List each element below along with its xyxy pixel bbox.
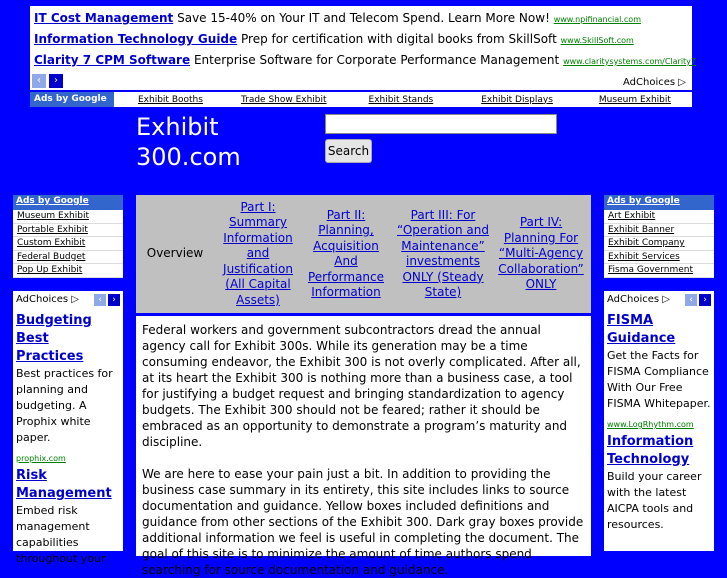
top-ad-3-title[interactable]: Clarity 7 CPM Software bbox=[34, 53, 191, 67]
top-ad-1-title[interactable]: IT Cost Management bbox=[34, 11, 174, 25]
left-ad-1-url[interactable]: prophix.com bbox=[16, 454, 66, 463]
right-ad-1-title[interactable]: FISMA Guidance bbox=[607, 313, 676, 346]
chevron-right-icon[interactable]: › bbox=[108, 294, 120, 306]
chevron-left-icon[interactable]: ‹ bbox=[685, 294, 697, 306]
top-ad-unit bbox=[30, 6, 697, 90]
adchoices-link[interactable] bbox=[623, 77, 686, 88]
nav-part-2-link[interactable]: Part II: Planning, Acquisition And Performance Information bbox=[307, 207, 385, 299]
adchoices-icon: ▷ bbox=[678, 77, 686, 88]
site-title-line2: 300.com bbox=[136, 143, 241, 171]
link-bar-item[interactable]: Exhibit Booths bbox=[138, 94, 203, 105]
right-link-item[interactable]: Exhibit Services bbox=[604, 251, 714, 265]
right-link-unit-label[interactable]: Ads by Google bbox=[604, 195, 714, 210]
left-ad-1-desc: Best practices for planning and budgeting. A Prophix white paper. bbox=[16, 367, 113, 444]
right-link-item[interactable]: Exhibit Banner bbox=[604, 224, 714, 238]
right-link-item[interactable]: Art Exhibit bbox=[604, 210, 714, 224]
left-link-item[interactable]: Custom Exhibit bbox=[13, 237, 123, 251]
left-link-unit-label[interactable]: Ads by Google bbox=[13, 195, 123, 210]
adchoices-icon: ▷ bbox=[662, 294, 670, 305]
top-ad-2-url[interactable]: www.SkillSoft.com bbox=[560, 36, 634, 45]
top-ad-3-url[interactable]: www.claritysystems.com/Clarity7 bbox=[563, 57, 697, 66]
right-link-item[interactable]: Fisma Government bbox=[604, 264, 714, 278]
top-ad-3[interactable] bbox=[34, 50, 697, 71]
left-link-item[interactable]: Portable Exhibit bbox=[13, 224, 123, 238]
top-ad-1[interactable] bbox=[34, 8, 688, 29]
top-ad-1-url[interactable]: www.npifinancial.com bbox=[553, 15, 641, 24]
part-navigation bbox=[136, 195, 591, 313]
left-ad-1-title[interactable]: Budgeting Best Practices bbox=[16, 313, 92, 364]
chevron-right-icon[interactable]: › bbox=[699, 294, 711, 306]
link-bar-item[interactable]: Trade Show Exhibit bbox=[240, 94, 327, 105]
left-link-item[interactable]: Museum Exhibit bbox=[13, 210, 123, 224]
adchoices-label[interactable]: AdChoices bbox=[607, 294, 660, 305]
link-bar-item[interactable]: Exhibit Stands bbox=[368, 94, 434, 105]
right-ad-header bbox=[607, 294, 711, 310]
right-link-unit bbox=[604, 195, 714, 278]
main-content bbox=[136, 316, 591, 577]
right-link-item[interactable]: Exhibit Company bbox=[604, 237, 714, 251]
left-ad-2-title[interactable]: Risk Management bbox=[16, 468, 112, 501]
left-ad-header bbox=[16, 294, 120, 310]
purpose-paragraph: We are here to ease your pain just a bit. In addition to providing the business case summary in its entirety, this site includes links to source documentation and guidance. Yellow boxes included definitions and guidance from other sections of the Exhibit 300. Dark gray boxes provide additional information we feel is useful in completing the document. The goal of this site is to minimize the amount of time authors spend searching for source documentation and guidance. bbox=[142, 467, 584, 577]
ad-link-bar bbox=[30, 92, 692, 107]
search-button[interactable]: Search bbox=[325, 139, 372, 163]
nav-part-1-link[interactable]: Part I: Summary Information and Justification (All Capital Assets) bbox=[223, 199, 293, 307]
top-ad-2[interactable] bbox=[34, 29, 688, 50]
nav-overview: Overview bbox=[146, 246, 204, 261]
left-link-item[interactable]: Federal Budget bbox=[13, 251, 123, 265]
site-title-line1: Exhibit bbox=[136, 113, 219, 141]
top-ad-3-desc: Enterprise Software for Corporate Performance Management bbox=[193, 53, 560, 67]
left-ad-2-desc: Embed risk management capabilities throughout your bbox=[16, 504, 106, 565]
right-ad-1-desc: Get the Facts for FISMA Compliance With Our Free FISMA Whitepaper. bbox=[607, 349, 711, 410]
left-text-ad-unit bbox=[13, 291, 123, 565]
nav-part-3-link[interactable]: Part III: For “Operation and Maintenance” investments ONLY (Steady State) bbox=[397, 207, 489, 299]
search-input[interactable] bbox=[325, 114, 557, 134]
adchoices-label[interactable]: AdChoices bbox=[16, 294, 69, 305]
top-ad-2-desc: Prep for certification with digital books from SkillSoft bbox=[241, 32, 557, 46]
top-ad-nav bbox=[32, 74, 63, 88]
chevron-right-icon[interactable]: › bbox=[49, 74, 63, 88]
nav-part-4-link[interactable]: Part IV: Planning For “Multi-Agency Collaboration” ONLY bbox=[498, 215, 584, 292]
intro-paragraph: Federal workers and government subcontractors dread the annual agency call for Exhibit 300s. While its generation may be a time consuming endeavor, the Exhibit 300 is not overly complicated. After all, at its heart the Exhibit 300 is nothing more than a business case, a tool for justifying a budget request and bringing standardization to agency budgets. The Exhibit 300 should not be feared; rather it should be embraced as an opportunity to demonstrate a program’s maturity and discipline. bbox=[142, 323, 581, 449]
right-ad-1-url[interactable]: www.LogRhythm.com bbox=[607, 420, 694, 429]
right-ad-2-title[interactable]: Information Technology bbox=[607, 434, 694, 467]
adchoices-label: AdChoices bbox=[623, 77, 676, 88]
adchoices-icon: ▷ bbox=[71, 294, 79, 305]
site-title bbox=[136, 112, 241, 172]
top-ad-1-desc: Save 15-40% on Your IT and Telecom Spend. Learn More Now! bbox=[177, 11, 550, 25]
chevron-left-icon[interactable]: ‹ bbox=[94, 294, 106, 306]
left-link-unit bbox=[13, 195, 123, 278]
link-bar-label[interactable]: Ads by Google bbox=[30, 92, 114, 107]
top-ad-2-title[interactable]: Information Technology Guide bbox=[34, 32, 238, 46]
right-ad-2-desc: Build your career with the latest AICPA tools and resources. bbox=[607, 470, 702, 531]
left-link-item[interactable]: Pop Up Exhibit bbox=[13, 264, 123, 278]
link-bar-item[interactable]: Museum Exhibit bbox=[598, 94, 671, 105]
right-text-ad-unit bbox=[604, 291, 714, 551]
link-bar-item[interactable]: Exhibit Displays bbox=[481, 94, 553, 105]
chevron-left-icon[interactable]: ‹ bbox=[32, 74, 46, 88]
